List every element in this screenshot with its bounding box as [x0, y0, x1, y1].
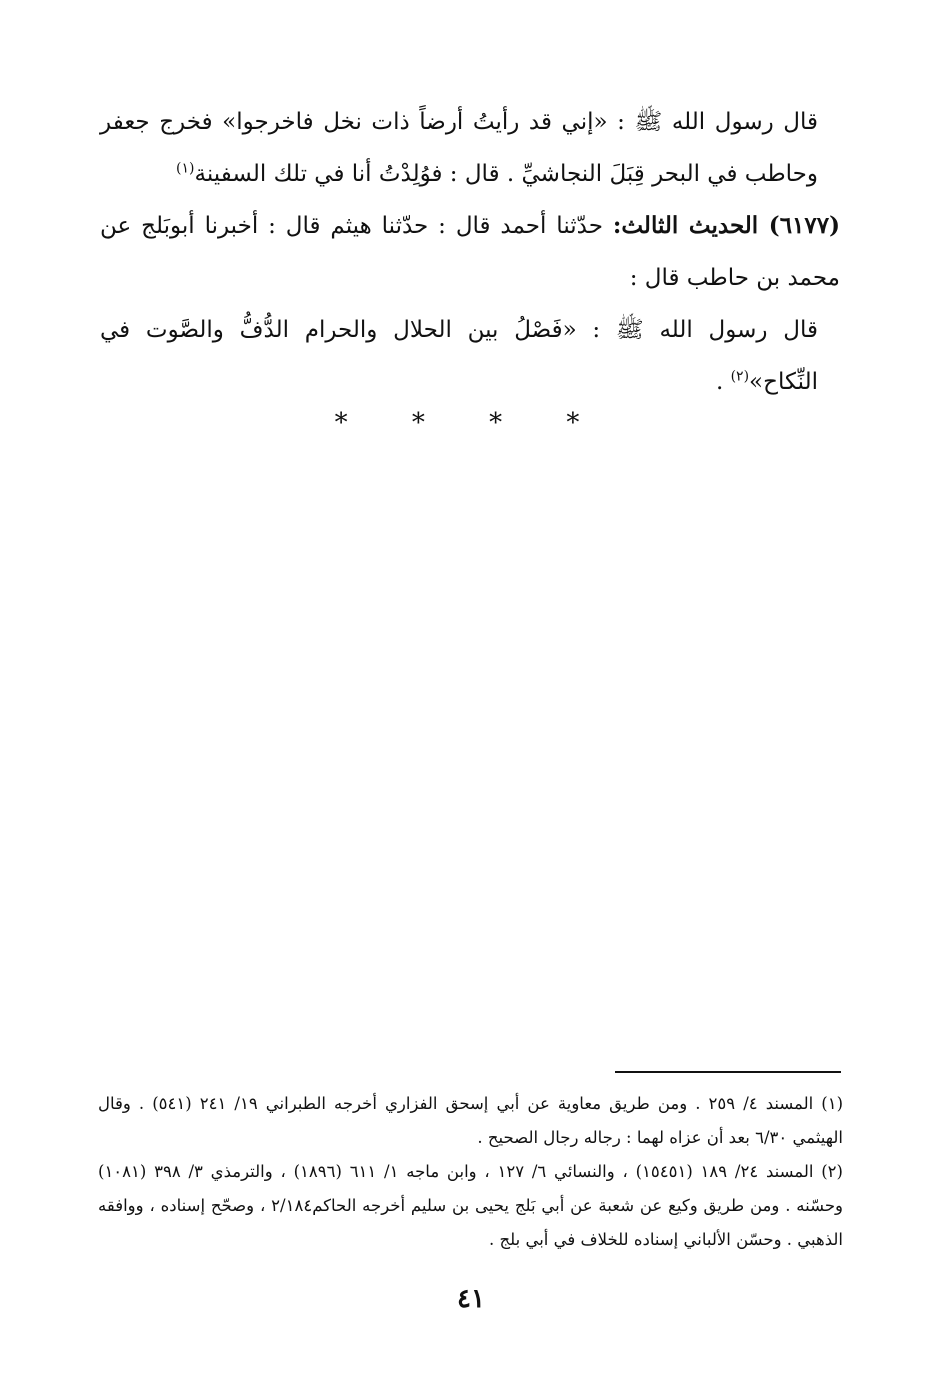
footnotes	[98, 1087, 843, 1257]
quote-2-text: قال رسول الله ﷺ : «فَصْلُ بين الحلال والحرام الدُّفُّ والصَّوت في النِّكاح»	[100, 317, 818, 395]
hadith-quote-1	[100, 96, 840, 200]
footnote-ref-1: (١)	[176, 160, 195, 177]
footnote-2-text: المسند ٢٤/ ١٨٩ (١٥٤٥١) ، والنسائي ٦/ ١٢٧ ، وابن ماجه ١/ ٦١١ (١٨٩٦) ، والترمذي ٣/ ٣٩٨ (١٠٨١) وحسّنه . ومن طريق وكيع عن شعبة عن أبي بَلج يحيى بن سليم أخرجه الحاكم٢/١٨٤ ، وصحّح إسناده ، ووافقه الذهبي . وحسّن الألباني إسناده للخلاف في أبي بلج .	[98, 1162, 843, 1249]
section-separator: * * * *	[334, 408, 608, 438]
footnote-2	[98, 1155, 843, 1257]
footnote-2-number: (٢)	[821, 1162, 843, 1181]
quote-2-end: .	[715, 369, 731, 395]
footnote-1	[98, 1087, 843, 1155]
main-text	[100, 96, 840, 408]
footnote-1-number: (١)	[821, 1094, 844, 1113]
page-number: ٤١	[457, 1284, 485, 1314]
footnote-divider	[615, 1071, 841, 1073]
hadith-isnad	[100, 200, 840, 304]
hadith-quote-2	[100, 304, 840, 408]
hadith-heading: (٦١٧٧) الحديث الثالث:	[612, 212, 840, 239]
footnote-1-text: المسند ٤/ ٢٥٩ . ومن طريق معاوية عن أبي إسحق الفزاري أخرجه الطبراني ١٩/ ٢٤١ (٥٤١) . وقال الهيثمي ٦/٣٠ بعد أن عزاه لهما : رجاله رجال الصحيح .	[98, 1094, 843, 1147]
footnote-ref-2: (٢)	[730, 368, 750, 385]
hadith-chain-text: حدّثنا أحمد قال : حدّثنا هيثم قال : أخبرنا أبوبَلج عن محمد بن حاطب قال :	[100, 213, 840, 291]
quote-1-text: قال رسول الله ﷺ : «إني قد رأيتُ أرضاً ذات نخل فاخرجوا» فخرج جعفر وحاطب في البحر قِبَلَ النجاشيِّ . قال : فوُلِدْتُ أنا في تلك السفينة	[100, 109, 818, 187]
